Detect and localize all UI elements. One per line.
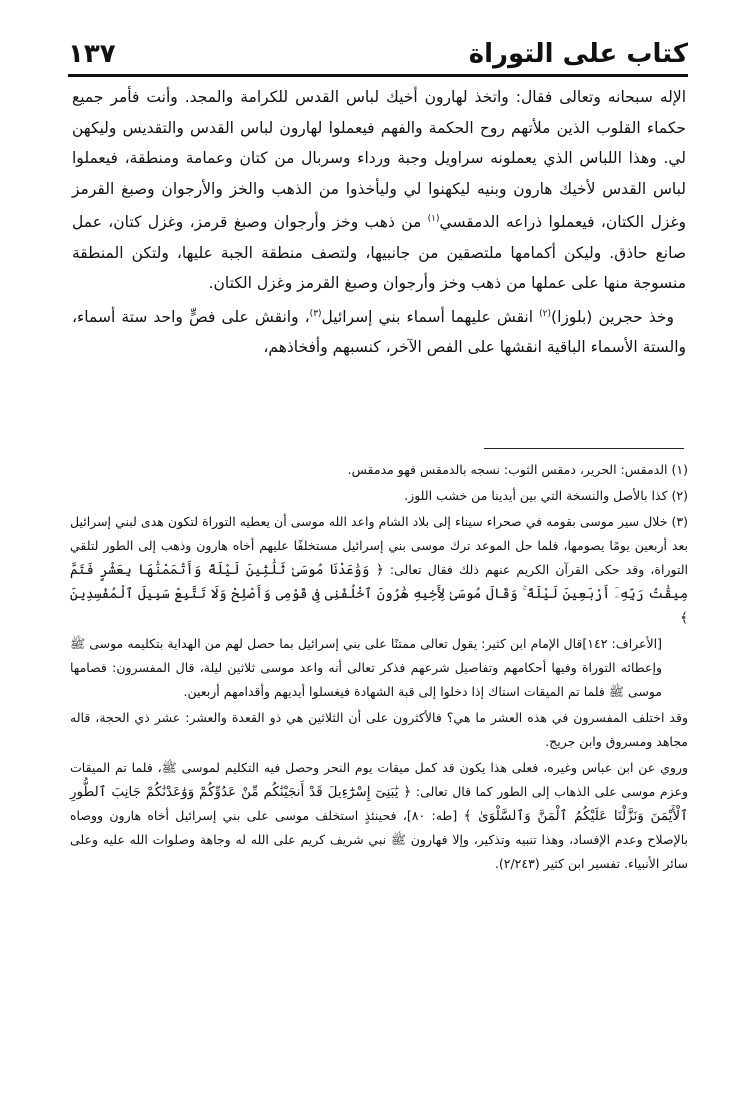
running-title: كتاب على التوراة [468,39,688,69]
footnotes [70,458,688,878]
main-text [72,82,686,363]
footnote-2: (٢) كذا بالأصل والنسخة التي بين أيدينا من خشب اللوز. [404,488,688,503]
footnote-3-ibn-abbas: وروي عن ابن عباس وغيره، فعلى هذا يكون قد كمل ميقات يوم النحر وحصل فيه التكليم لموسى ﷺ، فلما تم الميقات وعزم موسى على الذهاب إلى الطور كما قال تعالى: ﴿ يَٰبَنِىٓ إِسْرَٰٓءِيلَ قَدْ أَنجَيْنَٰكُم مِّنْ عَدُوِّكُمْ وَوَٰعَدْنَٰكُمْ جَانِبَ ٱلطُّورِ ٱلْأَيْمَنَ وَنَزَّلْنَا عَلَيْكُمُ ٱلْمَنَّ وَٱلسَّلْوَىٰ ﴾ [طه: ٨٠]، فحينئذٍ استخلف موسى على بني إسرائيل أخاه هارون ووصاه بالإصلاح وعدم الإفساد، وهذا تنبيه وتذكير، وإلا فهارون ﷺ نبي شريف كريم على الله له وجاهة وصلوات الله عليه وعلى سائر الأنبياء. تفسير ابن كثير (٢/٢٤٣). [70,760,688,871]
footnote-3-ten-nights: وقد اختلف المفسرون في هذه العشر ما هي؟ فالأكثرون على أن الثلاثين هي ذو القعدة والعشر: عشر ذي الحجة، قاله مجاهد ومسروق وابن جريج. [70,710,688,749]
paragraph-2: وخذ حجرين (بلوزا)$^{(٢)}$ انقش عليهما أسماء بني إسرائيل$^{(٣)}$، وانقش على فصٍّ واحد ستة أسماء، والستة الأسماء الباقية انقشها على الفص الآخر، كنسبهم وأفخاذهم، [72,307,686,357]
page-number: ١٣٧ [68,39,116,69]
footnote-3: (٣) خلال سير موسى بقومه في صحراء سيناء إلى بلاد الشام واعد الله موسى أن يعطيه التوراة لتكون هدى لبني إسرائيل بعد أربعين يومًا يصومها، فلما حل الموعد ترك موسى بني إسرائيل مستخلفًا عليهم أخاه هارون وذهب إلى الطور لتلقي التوراة، وقد حكى القرآن الكريم عنهم ذلك فقال تعالى: ﴿ وَوَٰعَدْنَا مُوسَىٰ ثَلَٰثِينَ لَيْلَةً وَأَتْمَمْنَٰهَا بِعَشْرٍ فَتَمَّ مِيقَٰتُ رَبِّهِۦٓ أَرْبَعِينَ لَيْلَةً ۚ وَقَالَ مُوسَىٰ لِأَخِيهِ هَٰرُونَ ٱخْلُفْنِى فِى قَوْمِى وَأَصْلِحْ وَلَا تَتَّبِعْ سَبِيلَ ٱلْمُفْسِدِينَ ﴾ [70,514,688,626]
header-rule [68,74,688,77]
footnote-ref-1[interactable]: (١) [427,214,440,224]
page-header [68,34,688,74]
quran-verse-2: ﴿ يَٰبَنِىٓ إِسْرَٰٓءِيلَ قَدْ أَنجَيْنَٰكُم مِّنْ عَدُوِّكُمْ وَوَٰعَدْنَٰكُمْ جَانِبَ ٱلطُّورِ ٱلْأَيْمَنَ وَنَزَّلْنَا عَلَيْكُمُ ٱلْمَنَّ وَٱلسَّلْوَىٰ ﴾ [70,784,688,824]
footnote-separator [484,448,684,449]
footnote-ref-3[interactable]: (٣) [309,308,322,319]
quran-verse-1: ﴿ وَوَٰعَدْنَا مُوسَىٰ ثَلَٰثِينَ لَيْلَةً وَأَتْمَمْنَٰهَا بِعَشْرٍ فَتَمَّ مِيقَٰتُ رَبِّهِۦٓ أَرْبَعِينَ لَيْلَةً ۚ وَقَالَ مُوسَىٰ لِأَخِيهِ هَٰرُونَ ٱخْلُفْنِى فِى قَوْمِى وَأَصْلِحْ وَلَا تَتَّبِعْ سَبِيلَ ٱلْمُفْسِدِينَ ﴾ [70,562,688,626]
paragraph-1: الإله سبحانه وتعالى فقال: واتخذ لهارون أخيك لباس القدس للكرامة والمجد. وأنت فأمر جميع حكماء القلوب الذين ملأتهم روح الحكمة والفهم فيعملوا لهارون لباس القدس والتقديس وليكهن لي. وهذا اللباس الذي يعملونه سراويل وجبة ورداء وسربال من كتان وعمامة ومنطقة، فيعملوا لباس القدس لأخيك هارون وبنيه ليكهنوا لي وليأخذوا من الذهب والخز والأرجوان وصبغ القرمز وغزل الكتان، فيعملوا ذراعه الدمقسي$^{(١)}$ من ذهب وخز وأرجوان وصبغ قرمز، وغزل كتان، عمل صانع حاذق. وليكن أكمامها ملتصقين من جانبيها، ولتصف منطقة الجبة عليها، ولتكن المنطقة منسوجة منها على عملها من ذهب وخز وأرجوان وصبغ القرمز وغزل الكتان. [72,88,686,293]
footnote-ref-2[interactable]: (٢) [539,308,552,319]
footnote-3-commentary: [الأعراف: ١٤٢]قال الإمام ابن كثير: يقول تعالى ممتنًا على بني إسرائيل بما حصل لهم من الهداية بتكليمه موسى ﷺ وإعطائه التوراة وفيها أحكامهم وتفاصيل شرعهم فذكر تعالى أنه واعد موسى ثلاثين ليلة، قال المفسرون: فصامها موسى ﷺ فلما تم الميقات استاك إذا دخلوا إلى قبة الشهادة فيغسلوا أيديهم وأقدامهم أربعين. [70,636,662,699]
footnote-1: (١) الدمقس: الحرير، دمقس الثوب: نسجه بالدمقس فهو مدمقس. [347,462,688,477]
